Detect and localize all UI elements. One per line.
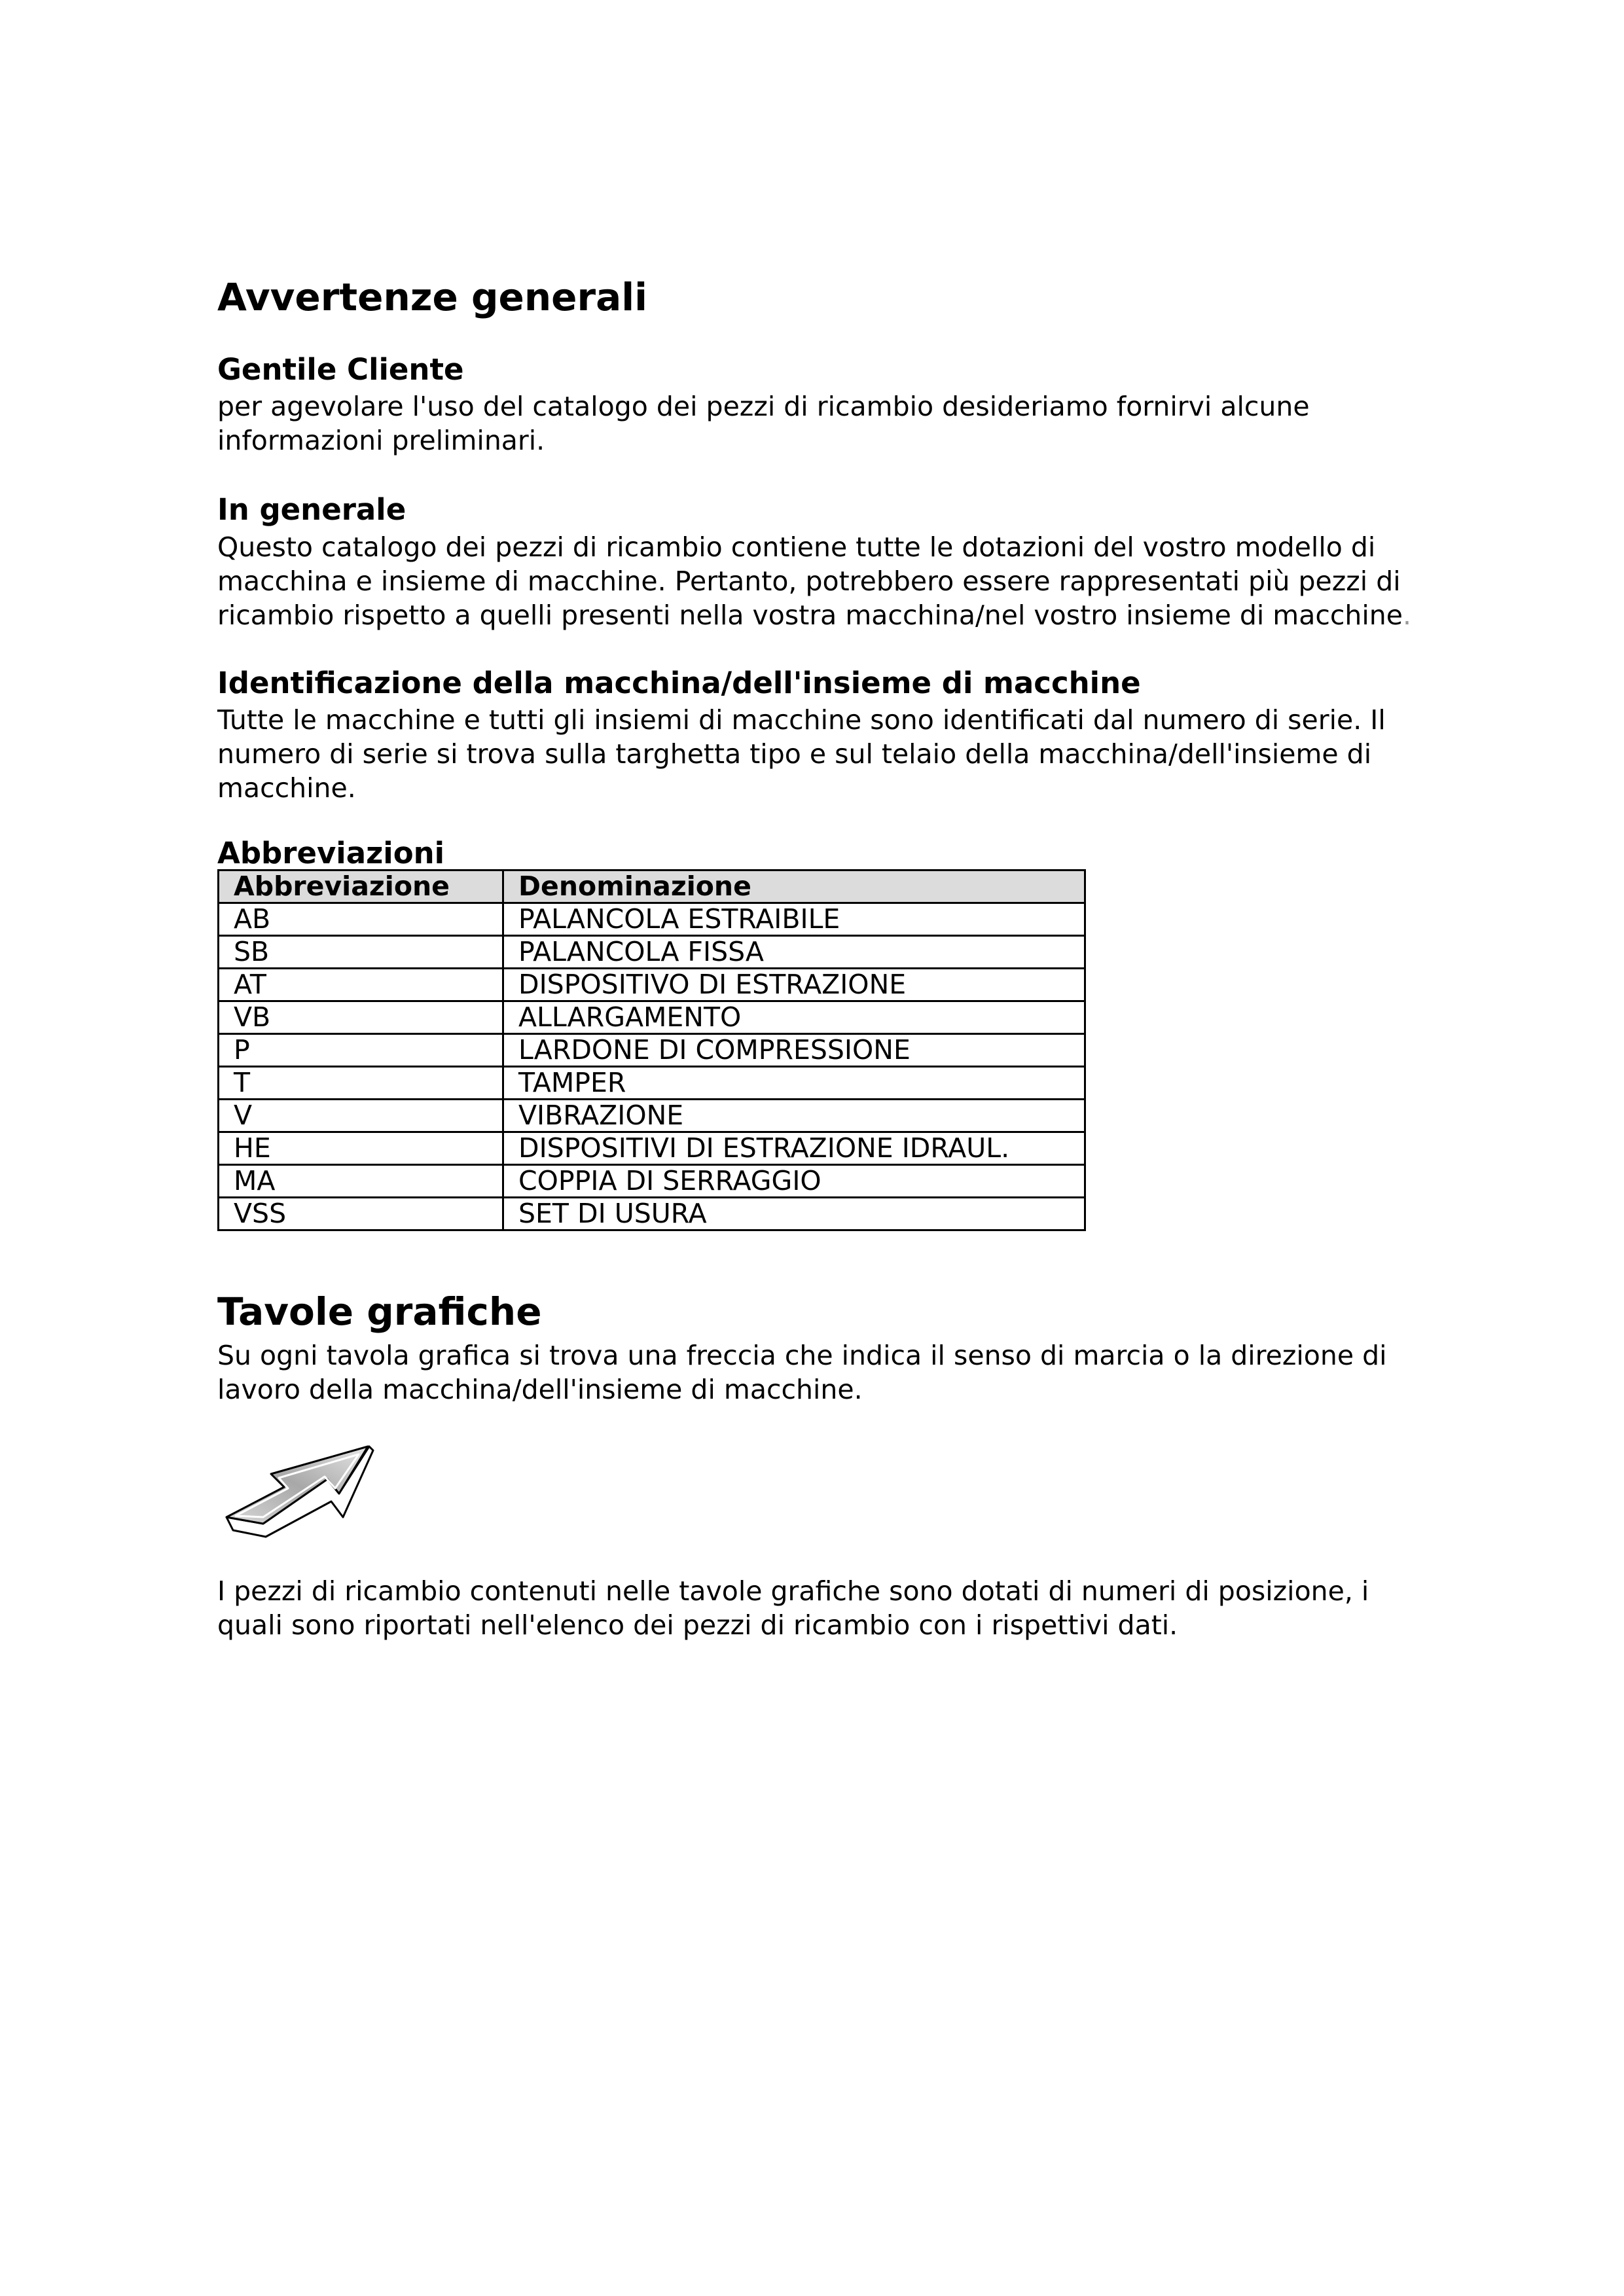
generale-line-1: Questo catalogo dei pezzi di ricambio contiene tutte le dotazioni del vostro modello di	[217, 531, 1376, 563]
table-row	[219, 1165, 1085, 1198]
table-header-row	[219, 870, 1085, 903]
table-cell-abbr: VSS	[219, 1198, 503, 1230]
table-row	[219, 1001, 1085, 1034]
table-cell-denom: ALLARGAMENTO	[503, 1001, 1085, 1034]
section-title-tavole: Tavole grafiche	[217, 1289, 542, 1334]
section-title-abbreviazioni: Abbreviazioni	[217, 836, 445, 870]
table-row	[219, 1034, 1085, 1067]
table-cell-abbr: SB	[219, 936, 503, 969]
generale-line-3	[217, 598, 1411, 632]
table-cell-denom: TAMPER	[503, 1067, 1085, 1100]
identificazione-line-1: Tutte le macchine e tutti gli insiemi di macchine sono identificati dal numero di serie. Il	[217, 704, 1386, 736]
section-title-generale: In generale	[217, 492, 406, 527]
table-row	[219, 936, 1085, 969]
table-row	[219, 1100, 1085, 1132]
cliente-line-1: per agevolare l'uso del catalogo dei pezzi di ricambio desideriamo fornirvi alcune	[217, 391, 1310, 422]
tavole-line-1: Su ogni tavola grafica si trova una freccia che indica il senso di marcia o la direzione di	[217, 1340, 1387, 1371]
cliente-line-2: informazioni preliminari.	[217, 425, 545, 456]
table-cell-denom: VIBRAZIONE	[503, 1100, 1085, 1132]
identificazione-line-3: macchine.	[217, 772, 356, 804]
closing-line-1: I pezzi di ricambio contenuti nelle tavole grafiche sono dotati di numeri di posizione, i	[217, 1575, 1369, 1607]
table-cell-abbr: VB	[219, 1001, 503, 1034]
table-header-denominazione: Denominazione	[503, 870, 1085, 903]
table-header-abbreviazione: Abbreviazione	[219, 870, 503, 903]
table-cell-abbr: P	[219, 1034, 503, 1067]
table-cell-denom: DISPOSITIVO DI ESTRAZIONE	[503, 969, 1085, 1001]
table-cell-abbr: HE	[219, 1132, 503, 1165]
page-title: Avvertenze generali	[217, 275, 648, 319]
table-row	[219, 1132, 1085, 1165]
abbreviations-table	[217, 869, 1086, 1231]
direction-arrow-icon	[224, 1440, 381, 1538]
table-cell-abbr: MA	[219, 1165, 503, 1198]
table-cell-abbr: V	[219, 1100, 503, 1132]
table-cell-denom: PALANCOLA ESTRAIBILE	[503, 903, 1085, 936]
table-cell-abbr: AT	[219, 969, 503, 1001]
section-title-cliente: Gentile Cliente	[217, 352, 464, 387]
table-cell-denom: SET DI USURA	[503, 1198, 1085, 1230]
identificazione-line-2: numero di serie si trova sulla targhetta tipo e sul telaio della macchina/dell'insieme di	[217, 738, 1372, 770]
tavole-line-2: lavoro della macchina/dell'insieme di macchine.	[217, 1374, 863, 1405]
closing-line-2: quali sono riportati nell'elenco dei pezzi di ricambio con i rispettivi dati.	[217, 1609, 1178, 1641]
table-cell-denom: DISPOSITIVI DI ESTRAZIONE IDRAUL.	[503, 1132, 1085, 1165]
table-cell-denom: COPPIA DI SERRAGGIO	[503, 1165, 1085, 1198]
generale-trailing-dot: .	[1403, 600, 1412, 631]
section-title-identificazione: Identificazione della macchina/dell'insieme di macchine	[217, 666, 1141, 700]
table-cell-denom: PALANCOLA FISSA	[503, 936, 1085, 969]
table-row	[219, 969, 1085, 1001]
generale-line-2: macchina e insieme di macchine. Pertanto, potrebbero essere rappresentati più pezzi di	[217, 565, 1401, 597]
table-cell-abbr: AB	[219, 903, 503, 936]
generale-line-3-text: ricambio rispetto a quelli presenti nella vostra macchina/nel vostro insieme di macchine	[217, 600, 1403, 631]
table-cell-abbr: T	[219, 1067, 503, 1100]
table-row	[219, 1198, 1085, 1230]
table-cell-denom: LARDONE DI COMPRESSIONE	[503, 1034, 1085, 1067]
table-row	[219, 903, 1085, 936]
table-row	[219, 1067, 1085, 1100]
